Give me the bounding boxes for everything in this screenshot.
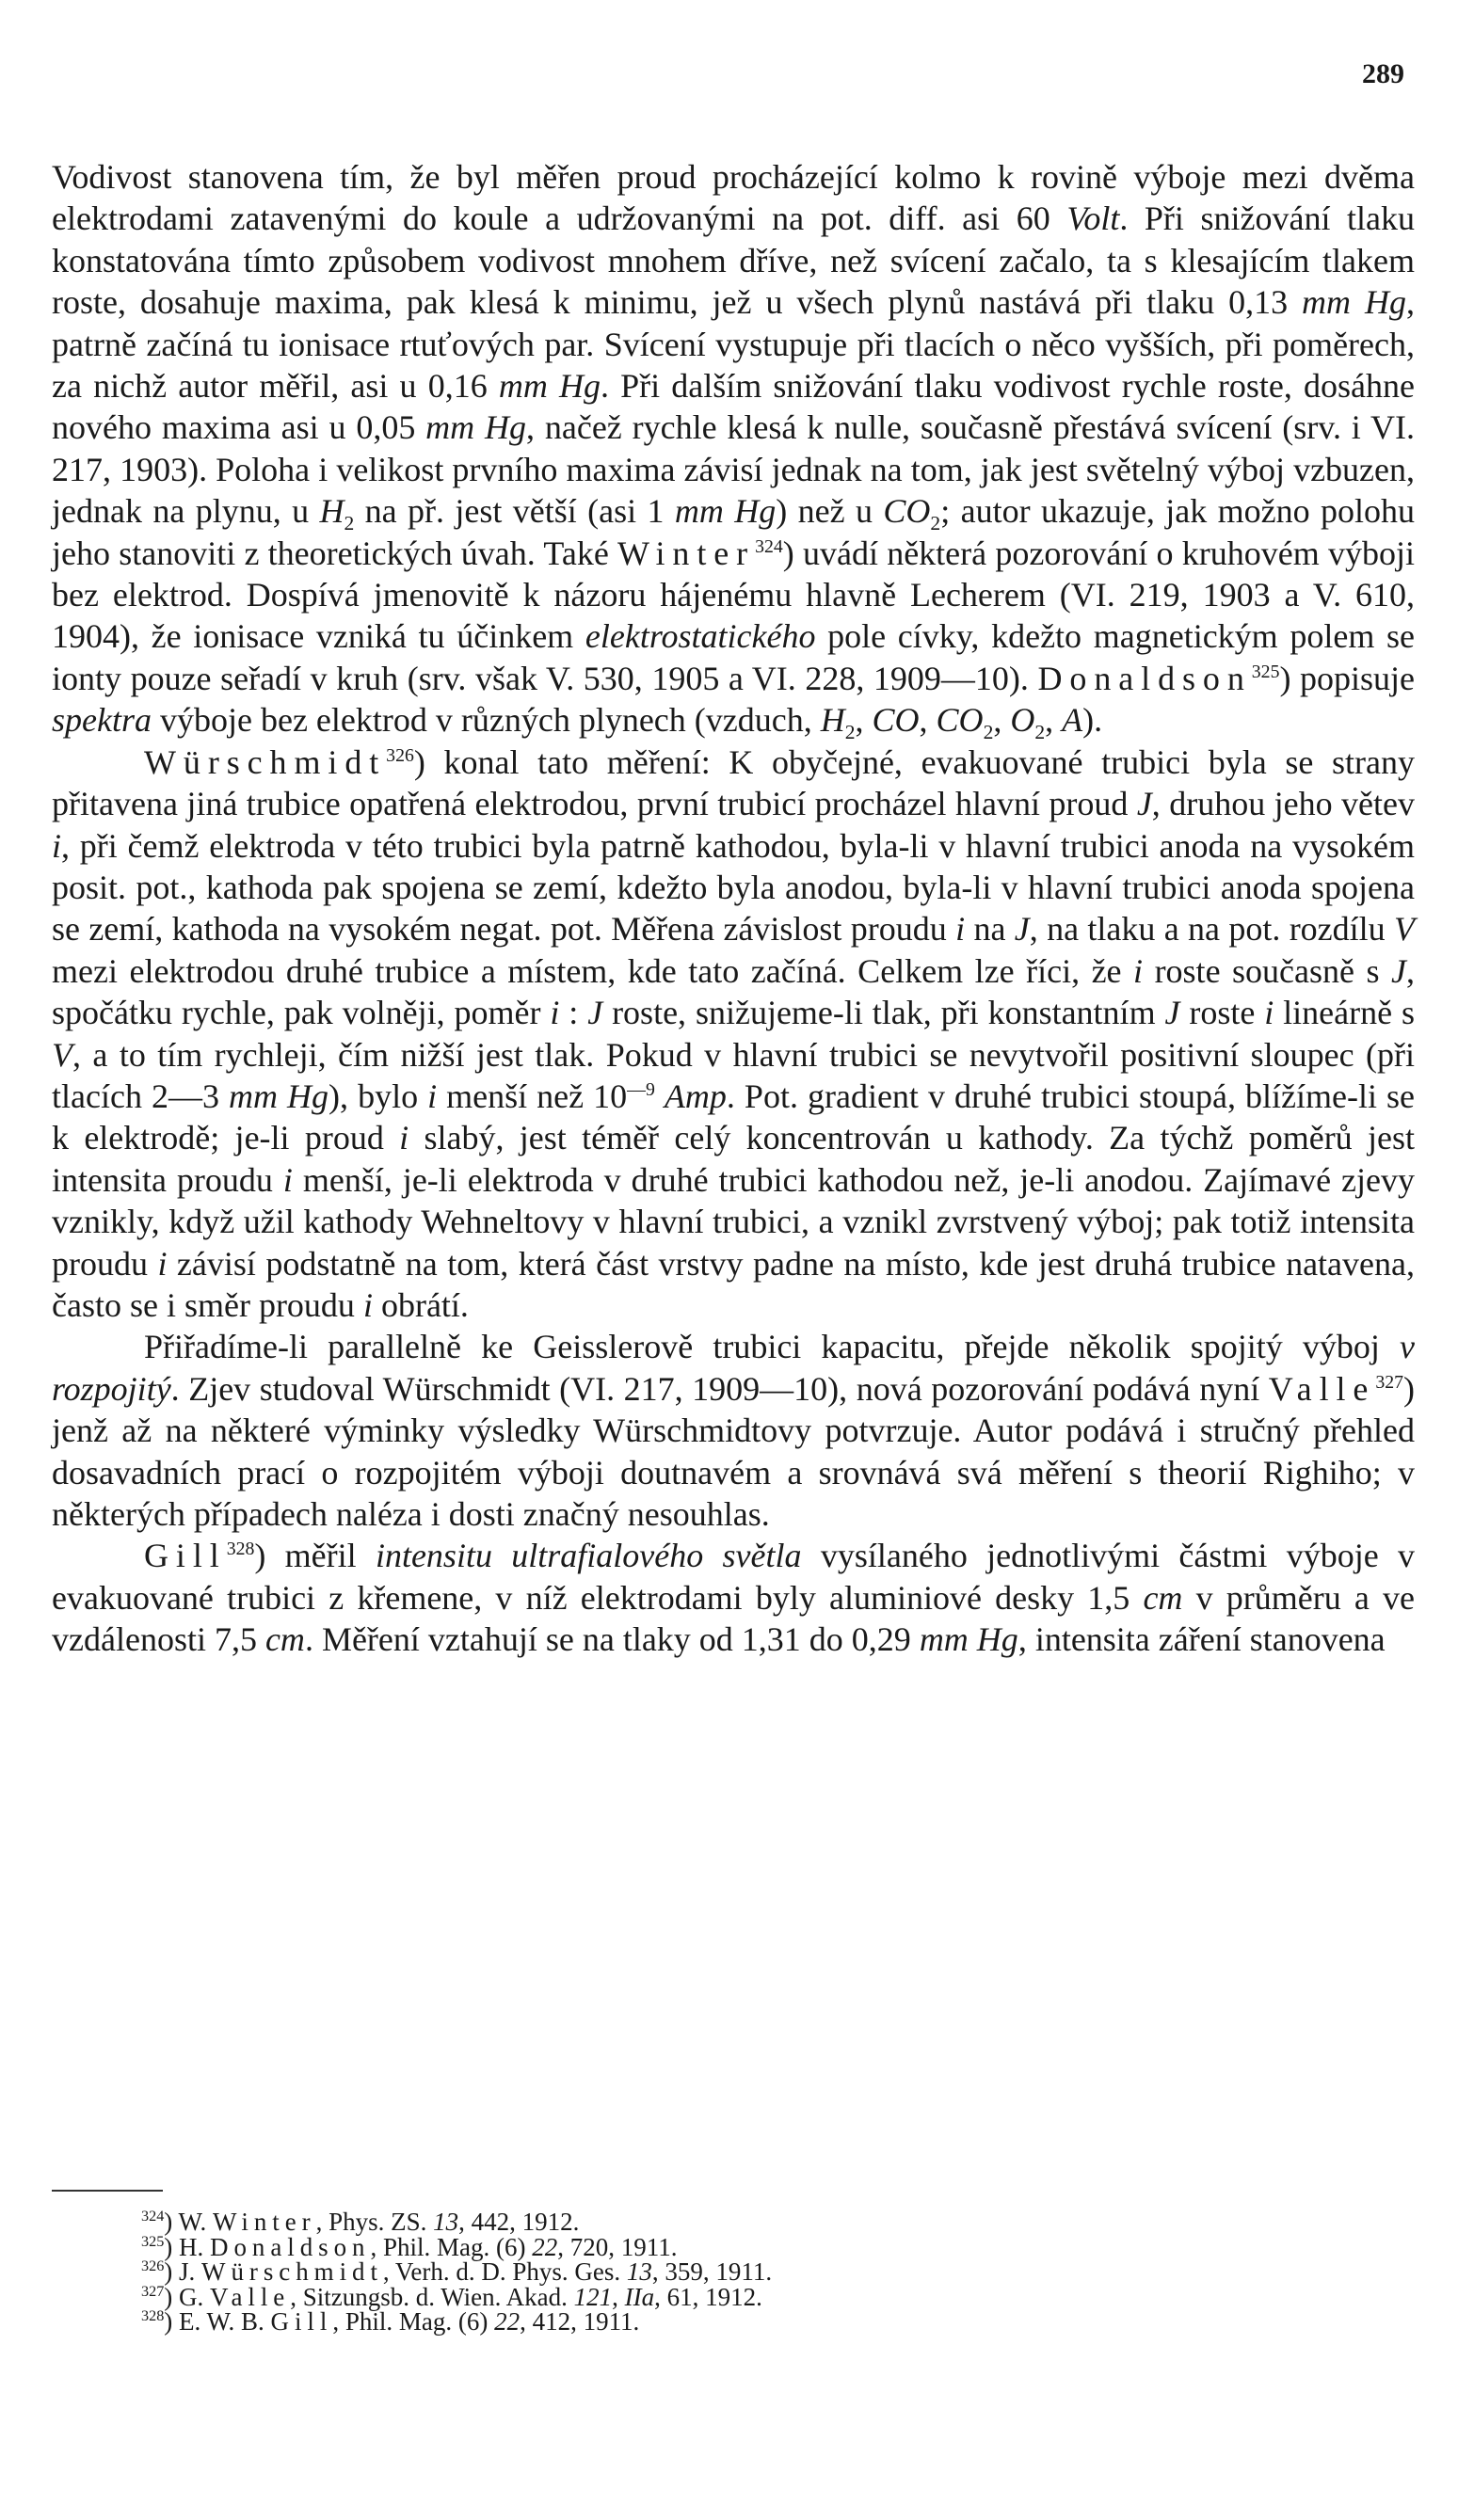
text-run: , Phys. ZS. [315, 2208, 434, 2236]
text-run: , Sitzungsb. d. Wien. Akad. [290, 2282, 574, 2311]
text-run: , na tlaku a na pot. rozdílu [1029, 910, 1395, 949]
subscript: 2 [844, 721, 856, 744]
text-run: ) J. [164, 2257, 202, 2286]
italic-run: H [319, 492, 344, 531]
text-run: ; autor ukazuje, jak možno polohu jeho stanoviti z theoretických úvah. Také [52, 492, 1416, 572]
text-run: , 412, 1911. [520, 2307, 640, 2336]
italic-run: v rozpojitý [52, 1328, 1415, 1408]
text-run: . Měření vztahují se na tlaky od 1,31 do 0,29 [304, 1620, 920, 1659]
text-run: vysílaného jednotlivými částmi výboje v evakuované trubici z křemene, v níž elektrodami byly aluminiové desky 1,5 [52, 1537, 1415, 1617]
superscript: 328 [226, 1539, 255, 1560]
italic-run: 13 [626, 2257, 652, 2286]
text-run: ) jenž až na některé výminky výsledky Würschmidtovy potvrzuje. Autor podává i stručný přehled dosavadních prací o rozpojitém výboji doutnavém a srovnává svá měření s theorií Righiho; v některých případech naléza i dosti značný nesouhlas. [52, 1369, 1415, 1533]
italic-run: J [1164, 994, 1180, 1032]
footnote [141, 2209, 1365, 2235]
subscript: 2 [930, 512, 941, 535]
footnote-number: 325 [141, 2232, 165, 2250]
italic-run: cm [1143, 1578, 1183, 1617]
text-run: lineárně s [1274, 994, 1415, 1032]
italic-run: 121 [573, 2282, 613, 2311]
italic-run: IIa [624, 2282, 655, 2311]
footnote-number: 326 [141, 2257, 165, 2274]
italic-run: i [550, 994, 560, 1032]
subscript: 2 [1034, 721, 1046, 744]
text-run: Vodivost stanovena tím, že byl měřen proud procházející kolmo k rovině výboje mezi dvěma elektrodami zatavenými do koule a udržovanými na pot. diff. asi 60 [52, 158, 1415, 238]
text-run: na př. jest větší (asi 1 [354, 492, 675, 531]
body-text [52, 156, 1415, 1661]
author-name: Winter [617, 534, 756, 572]
italic-run: i [362, 1285, 373, 1324]
author-name: Würschmidt [144, 742, 387, 781]
text-run: , Phil. Mag. (6) [370, 2232, 533, 2261]
text-run: , intensita záření stanovena [1017, 1620, 1386, 1659]
italic-run: i [282, 1160, 293, 1199]
author-name: Würschmidt [201, 2257, 383, 2286]
italic-run: J [1014, 910, 1030, 949]
text-run: , načež rychle klesá k nulle, současně přestává svícení (srv. i VI. 217, 1903). Poloha i velikost prvního maxima závisí jednak na tom, jak jest světelný výboj vzbuzen, jednak na plynu, u [52, 408, 1415, 531]
text-run: , při čemž elektroda v této trubici byla patrně kathodou, byla-li v hlavní trubici anoda na vysokém posit. pot., kathoda pak spojena se zemí, kdežto byla anodou, byla-li v hlavní trubici anoda spojena se zemí, kathoda na vysokém negat. pot. Měřena závislost proudu [52, 826, 1415, 949]
italic-run: A [1062, 701, 1083, 740]
italic-run: J [1136, 785, 1152, 823]
text-run: , Verh. d. D. Phys. Ges. [382, 2257, 627, 2286]
italic-run: 13 [433, 2208, 459, 2236]
text-run: roste [1179, 994, 1265, 1032]
text-run: , 61, 1912. [654, 2282, 762, 2311]
italic-run: mm Hg [674, 492, 777, 531]
text-run: , 442, 1912. [458, 2208, 580, 2236]
footnote-number: 327 [141, 2282, 165, 2300]
italic-run: mm Hg [425, 408, 527, 447]
italic-run: 22 [494, 2307, 521, 2336]
text-run: roste, snižujeme-li tlak, při konstantním [602, 994, 1165, 1032]
footnote [141, 2259, 1365, 2285]
italic-run: i [52, 826, 62, 865]
text-run: ) W. [164, 2208, 214, 2236]
italic-run: spektra [52, 701, 152, 740]
author-name: Valle [1268, 1369, 1376, 1408]
text-run: , a to tím rychleji, čím nižší jest tlak. Pokud v hlavní trubici se nevytvořil positivní sloupec (při tlacích 2—3 [52, 1035, 1415, 1115]
italic-run: CO [883, 492, 931, 531]
footnote [141, 2232, 1365, 2261]
italic-run: Volt [1066, 199, 1120, 238]
paragraph [52, 1326, 1415, 1535]
text-run: , [612, 2282, 625, 2311]
text-run: ). [1082, 701, 1103, 740]
italic-run: cm [264, 1620, 305, 1659]
italic-run: mm Hg [919, 1620, 1018, 1659]
text-run: ) popisuje [1279, 659, 1416, 697]
text-run: ) měřil [254, 1537, 376, 1575]
italic-run: V [1394, 910, 1416, 949]
text-run: : [559, 994, 588, 1032]
text-run: , druhou jeho větev [1151, 785, 1415, 823]
text-run: na [965, 910, 1015, 949]
superscript: 327 [1375, 1371, 1403, 1393]
text-run: ) H. [164, 2232, 211, 2261]
italic-run: mm Hg [498, 367, 601, 406]
subscript: 2 [344, 512, 355, 535]
text-run: menší, je-li elektroda v druhé trubici kathodou než, je-li anodou. Zajímavé zjevy vznikly, když užil kathody Wehneltovy v hlavní trubici, a vznikl zvrstvený výboj; pak totiž intensita proudu [52, 1160, 1415, 1283]
text-run: výboje bez elektrod v různých plynech (vzduch, [151, 701, 821, 740]
italic-run: J [1391, 951, 1406, 990]
text-run: , [993, 701, 1011, 740]
author-name: Valle [210, 2282, 291, 2311]
italic-run: intensitu ultrafialového světla [375, 1537, 802, 1575]
text-run: ) než u [776, 492, 884, 531]
footnote-divider [52, 2190, 163, 2192]
footnote-number: 328 [141, 2307, 165, 2324]
italic-run: J [587, 994, 603, 1032]
text-run: . Při dalším snižování tlaku vodivost rychle roste, dosáhne nového maxima asi u 0,05 [52, 367, 1415, 447]
superscript: 324 [755, 535, 783, 557]
text-run: . Zjev studoval Würschmidt (VI. 217, 1909—10), nová pozorování podává nyní [170, 1369, 1269, 1408]
superscript: 325 [1251, 661, 1280, 682]
italic-run: i [399, 1119, 409, 1157]
footnotes [141, 2209, 1365, 2335]
italic-run: V [52, 1035, 72, 1074]
text-run: , [919, 701, 937, 740]
footnote [141, 2309, 1365, 2335]
paragraph [52, 742, 1415, 1327]
italic-run: i [955, 910, 966, 949]
text-run: ) konal tato měření: K obyčejné, evakuované trubici byla se strany přitavena jiná trubice opatřená elektrodou, první trubicí procházel hlavní proud [52, 742, 1415, 823]
subscript: 2 [983, 721, 994, 744]
author-name: Donaldson [210, 2232, 371, 2261]
text-run: v průměru a ve vzdálenosti 7,5 [52, 1578, 1415, 1659]
text-run: , 359, 1911. [651, 2257, 773, 2286]
text-run: ) G. [164, 2282, 211, 2311]
text-run [655, 1077, 665, 1115]
page-number: 289 [1362, 58, 1404, 89]
text-run: , [1045, 701, 1063, 740]
text-run: ) uvádí některá pozorování o kruhovém výboji bez elektrod. Dospívá jmenovitě k názoru hájenému hlavně Lecherem (VI. 219, 1903 a V. 610, 1904), že ionisace vzniká tu účinkem [52, 534, 1415, 656]
italic-run: CO [936, 701, 984, 740]
text-run: . Pot. gradient v druhé trubici stoupá, blížíme-li se k elektrodě; je-li proud [52, 1077, 1415, 1157]
text-run: , spočátku rychle, pak volněji, poměr [52, 951, 1415, 1032]
italic-run: H [820, 701, 845, 740]
footnote [141, 2282, 1365, 2311]
text-run: , Phil. Mag. (6) [332, 2307, 495, 2336]
italic-run: O [1010, 701, 1035, 740]
italic-run: i [157, 1244, 168, 1283]
superscript: 326 [386, 744, 414, 766]
italic-run: 22 [532, 2232, 558, 2261]
text-run: . Při snižování tlaku konstatována tímto způsobem vodivost mnohem dříve, než svícení začalo, ta s klesajícím tlakem roste, dosahuje maxima, pak klesá k minimu, jež u všech plynů nastává při tlaku 0,13 [52, 199, 1415, 322]
italic-run: elektrostatického [585, 617, 816, 656]
text-run: mezi elektrodou druhé trubice a místem, kde tato začíná. Celkem lze říci, že [52, 951, 1134, 990]
paragraph [52, 1535, 1415, 1660]
text-run: roste současně s [1143, 951, 1392, 990]
text-run: , [855, 701, 873, 740]
footnote-number: 324 [141, 2208, 165, 2225]
text-run: ) E. W. B. [164, 2307, 271, 2336]
text-run: menší než 10 [437, 1077, 628, 1115]
italic-run: CO [872, 701, 920, 740]
text-run: Přiřadíme-li parallelně ke Geisslerově trubici kapacitu, přejde několik spojitý výboj [144, 1328, 1401, 1366]
italic-run: i [1133, 951, 1144, 990]
italic-run: i [427, 1077, 438, 1115]
text-run: obrátí. [372, 1285, 469, 1324]
italic-run: i [1264, 994, 1274, 1032]
italic-run: Amp [664, 1077, 727, 1115]
italic-run: mm Hg [229, 1077, 329, 1115]
text-run: , patrně začíná tu ionisace rtuťových par. Svícení vystupuje při tlacích o něco vyšších, při poměrech, za nichž autor měřil, asi u 0,16 [52, 283, 1415, 406]
text-run: pole cívky, kdežto magnetickým polem se ionty pouze seřadí v kruh (srv. však V. 530, 1905 a VI. 228, 1909—10). [52, 617, 1415, 697]
superscript: —9 [627, 1078, 655, 1100]
text-run: , 720, 1911. [557, 2232, 678, 2261]
text-run: závisí podstatně na tom, která část vrstvy padne na místo, kde jest druhá trubice natavena, často se i směr proudu [52, 1244, 1415, 1324]
author-name: Gill [144, 1537, 227, 1575]
author-name: Winter [213, 2208, 316, 2236]
author-name: Gill [270, 2307, 333, 2336]
author-name: Donaldson [1037, 659, 1252, 697]
text-run: slabý, jest téměř celý koncentrován u kathody. Za týchž poměrů jest intensita proudu [52, 1119, 1415, 1199]
italic-run: mm Hg [1302, 283, 1406, 322]
paragraph [52, 156, 1415, 742]
text-run: ), bylo [328, 1077, 428, 1115]
